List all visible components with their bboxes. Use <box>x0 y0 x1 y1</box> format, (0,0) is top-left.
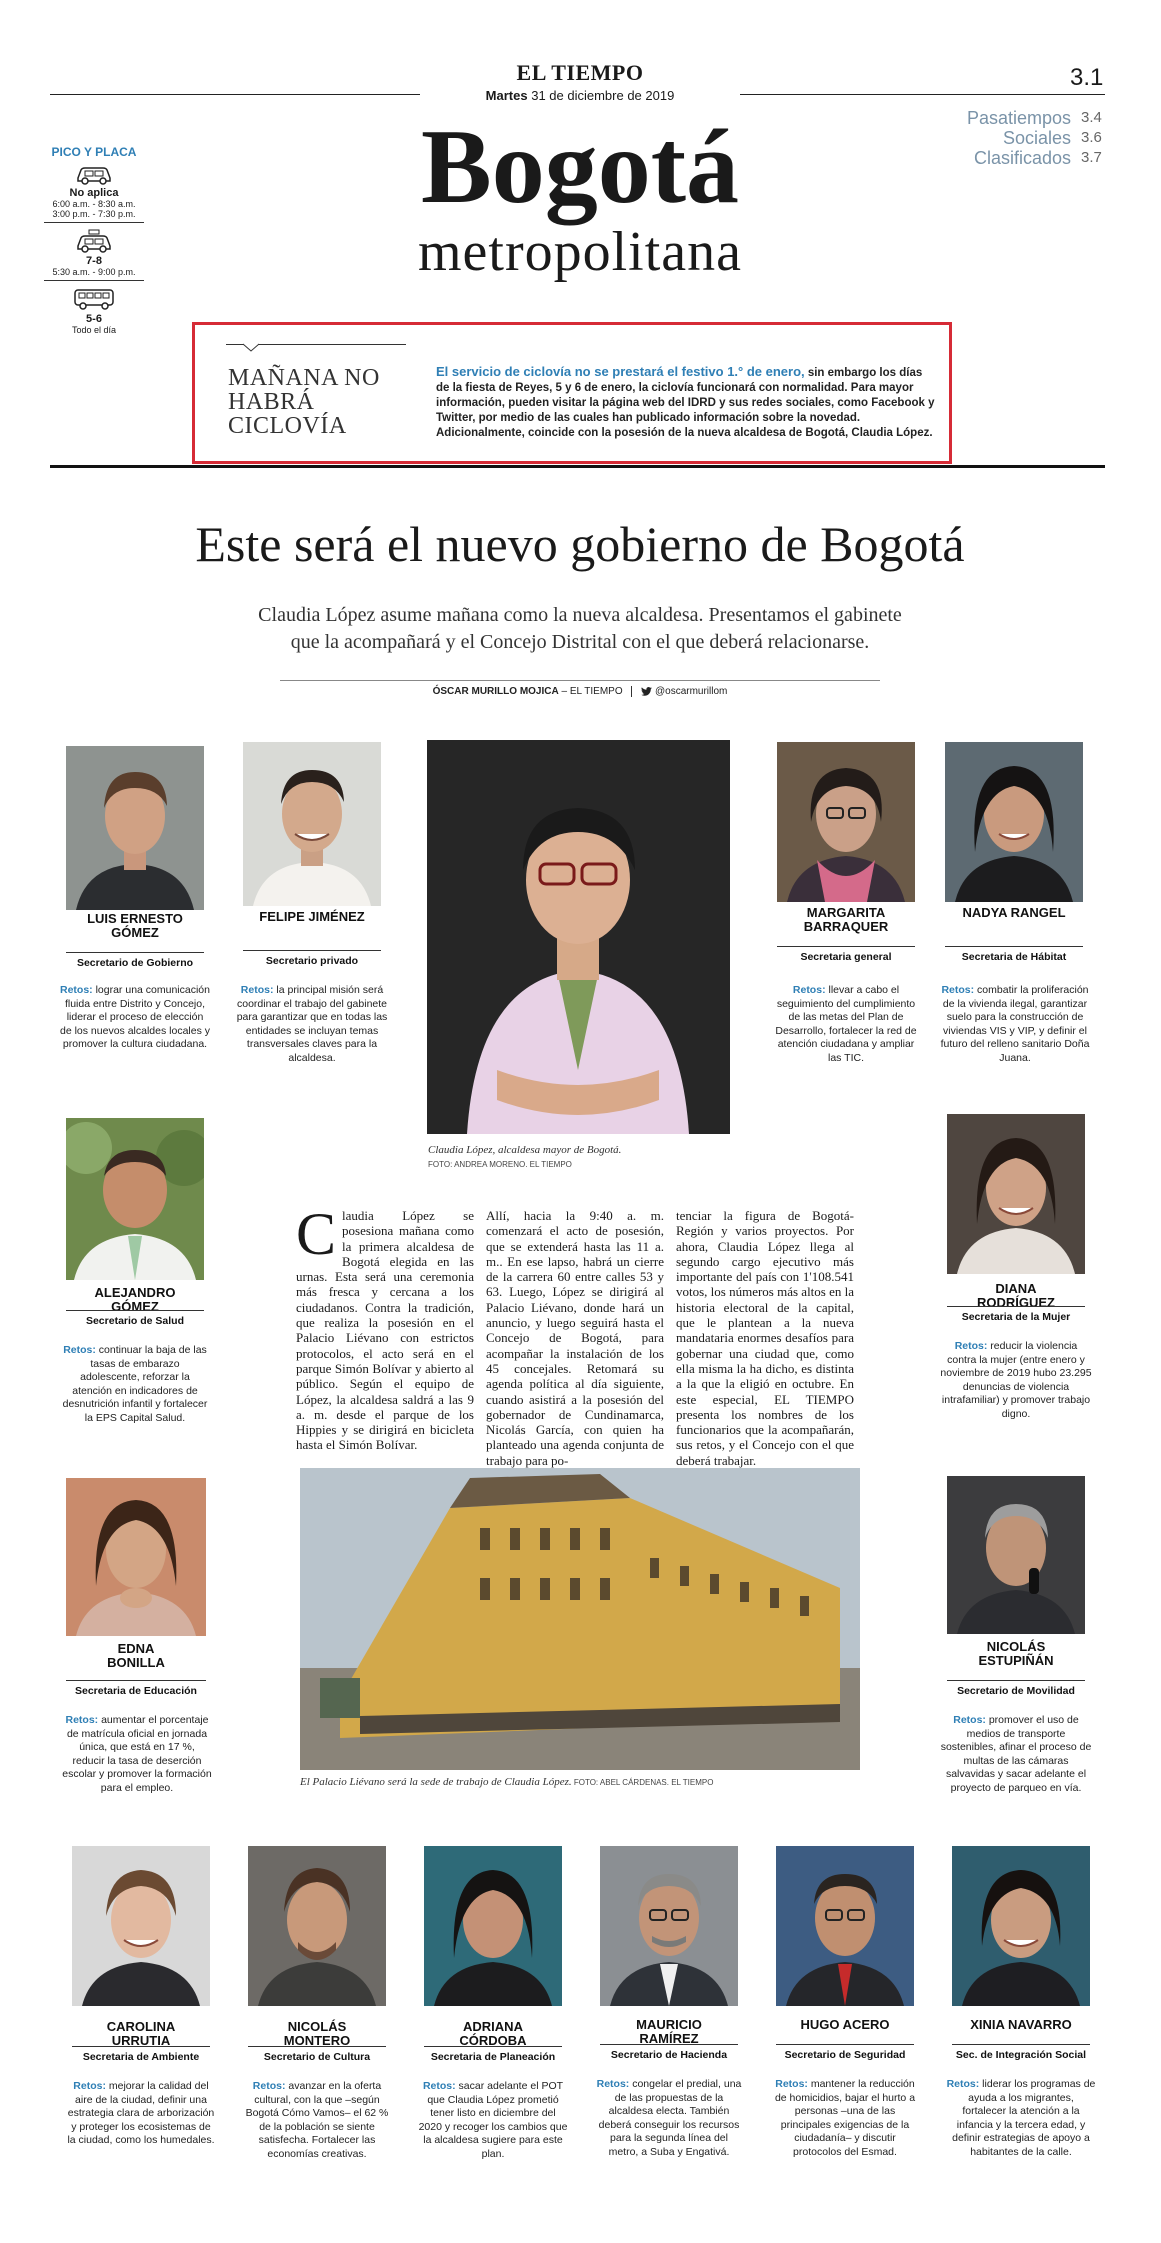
retos-edna-bonilla: Retos: aumentar el porcentaje de matrícula oficial en jornada única, que está en 17 %, reducir la tasa de deserción escolar y promover la formación para el empleo. <box>62 1714 212 1794</box>
name-mauricio-ramirez: MAURICIO RAMÍREZ <box>636 2017 702 2046</box>
role-diana-rodriguez: Secretaria de la Mujer <box>947 1306 1085 1323</box>
section-subtitle: metropolitana <box>417 221 742 283</box>
portrait-edna-bonilla <box>66 1478 206 1636</box>
article-column-2: Allí, hacia la 9:40 a. m. comenzará el acto de posesión, que se extenderá hasta las 11 a. m.. En ese lapso, habrá un cierre de la carrera 60 entre calles 53 y 63. Luego, López se dirigirá al Palacio Liévano, donde hará un anuncio, y luego seguirá hasta el Concejo de Bogotá, para acompañar la instalación de los 45 concejales. Retomará su agenda política al día siguiente, cuando asistirá a la posesión del gobernador de Cundinamarca, Nicolás García, con quien ha planteado una agenda conjunta de trabajo para po- <box>486 1208 664 1468</box>
retos-luis-ernesto-gomez: Retos: lograr una comunicación fluida entre Distrito y Concejo, liderar el proceso de elección de los nuevos alcaldes locales y promover la cultura ciudadana. <box>60 984 211 1050</box>
portrait-margarita-barraquer <box>777 742 915 902</box>
name-diana-rodriguez: DIANA RODRÍGUEZ <box>977 1281 1055 1310</box>
name-nicolas-estupinan: NICOLÁS ESTUPIÑÁN <box>978 1639 1054 1668</box>
name-alejandro-gomez: ALEJANDRO GÓMEZ <box>94 1285 176 1314</box>
notice-title: MAÑANA NO HABRÁ CICLOVÍA <box>228 365 380 439</box>
dateline: Martes 31 de diciembre de 2019 <box>420 88 740 103</box>
role-carolina-urrutia: Secretaria de Ambiente <box>72 2046 210 2063</box>
retos-margarita-barraquer: Retos: llevar a cabo el seguimiento del cumplimiento de las metas del Plan de Desarrollo, fortalecer la red de atención ciudadana y ampliar las TIC. <box>775 984 917 1064</box>
article-column-1: Claudia López se posesiona mañana como la primera alcaldesa de Bogotá elegida en las urnas. Esta será una ceremonia más fresca y cercana a los ciudadanos. Contra la tradición, que realiza la posesión en el Palacio Liévano con estrictos protocolos, el acto será en el parque Simón Bolívar y abierto al público. Según el equipo de López, la alcaldesa saldrá a las 9 a. m. desde el parque de los Hippies y se dirigirá en bicicleta hasta el Simón Bolívar. <box>296 1201 474 1453</box>
section-index <box>967 108 1103 168</box>
name-felipe-jimenez: FELIPE JIMÉNEZ <box>259 909 365 924</box>
index-item[interactable]: Clasificados 3.7 <box>973 148 1102 168</box>
pico-y-placa-cargo: 5-6 Todo el día <box>44 287 144 335</box>
portrait-nicolas-estupinan <box>947 1476 1085 1634</box>
name-nadya-rangel: NADYA RANGEL <box>962 905 1066 920</box>
portrait-hugo-acero <box>776 1846 914 2006</box>
truck-icon <box>72 287 116 311</box>
role-edna-bonilla: Secretaria de Educación <box>66 1680 206 1697</box>
name-adriana-cordoba: ADRIANA CÓRDOBA <box>459 2019 527 2048</box>
index-item[interactable]: Sociales 3.6 <box>1002 128 1102 148</box>
role-nicolas-estupinan: Secretario de Movilidad <box>947 1680 1085 1697</box>
role-mauricio-ramirez: Secretario de Hacienda <box>600 2044 738 2061</box>
role-nadya-rangel: Secretaria de Hábitat <box>945 946 1083 963</box>
drop-cap: C <box>296 1201 337 1267</box>
portrait-diana-rodriguez <box>947 1114 1085 1274</box>
retos-hugo-acero: Retos: mantener la reducción de homicidios, bajar el hurto a personas –una de las principales exigencias de la ciudadanía– y discutir protocolos del Esmad. <box>774 2078 916 2158</box>
retos-diana-rodriguez: Retos: reducir la violencia contra la mujer (entre enero y noviembre de 2019 hubo 23.295 denuncias de violencia intrafamiliar) y promover trabajo digno. <box>940 1340 1092 1420</box>
section-title: Bogotá <box>421 108 739 225</box>
main-photo-credit: FOTO: ANDREA MORENO. EL TIEMPO <box>428 1160 572 1169</box>
portrait-adriana-cordoba <box>424 1846 562 2006</box>
retos-felipe-jimenez: Retos: la principal misión será coordinar el trabajo del gabinete para garantizar que en todas las entidades se incluyan temas transversales claves para la alcaldesa. <box>236 984 388 1064</box>
pico-y-placa-taxi: 7-8 5:30 a.m. - 9:00 p.m. <box>44 229 144 281</box>
main-photo-caption: Claudia López, alcaldesa mayor de Bogotá. <box>428 1144 622 1156</box>
portrait-alejandro-gomez <box>66 1118 204 1280</box>
retos-xinia-navarro: Retos: liderar los programas de ayuda a los migrantes, fortalecer la atención a la infancia y la tercera edad, y definir estrategias de apoyo a habitantes de la calle. <box>946 2078 1096 2158</box>
article-deck: Claudia López asume mañana como la nueva alcaldesa. Presentamos el gabinete que la acompañará y el Concejo Distrital con el que deberá relacionarse. <box>258 604 902 653</box>
retos-alejandro-gomez: Retos: continuar la baja de las tasas de embarazo adolescente, reforzar la atención en indicadores de desnutrición infantil y fortalecer la EPS Capital Salud. <box>62 1344 208 1424</box>
role-alejandro-gomez: Secretario de Salud <box>66 1310 204 1327</box>
pico-y-placa-box <box>44 145 144 335</box>
notice-body: El servicio de ciclovía no se prestará el festivo 1.° de enero, sin embargo los días de la fiesta de Reyes, 5 y 6 de enero, la ciclovía funcionará con normalidad. Para mayor información, pueden visitar la página web del IDRD y sus redes sociales, como Facebook y Twitter, por medio de las cuales han publicado información sobre la novedad. Adicionalmente, coincide con la posesión de la nueva alcaldesa de Bogotá, Claudia López. <box>436 364 935 439</box>
twitter-icon <box>641 687 652 696</box>
portrait-luis-ernesto-gomez <box>66 746 204 910</box>
portrait-felipe-jimenez <box>243 742 381 906</box>
portrait-xinia-navarro <box>952 1846 1090 2006</box>
taxi-icon <box>74 229 114 253</box>
role-margarita-barraquer: Secretaria general <box>777 946 915 963</box>
role-hugo-acero: Secretario de Seguridad <box>776 2044 914 2061</box>
role-luis-ernesto-gomez: Secretario de Gobierno <box>66 952 204 969</box>
palace-photo-caption: El Palacio Liévano será la sede de trabajo de Claudia López. FOTO: ABEL CÁRDENAS. EL TIEMPO <box>300 1776 714 1788</box>
article-column-3: tenciar la figura de Bogotá-Región y varios proyectos. Por ahora, Claudia López llega al segundo cargo ejecutivo más importante del país con 1'108.541 votos, los números más altos en la historia electoral de la capital, que le plantean a la nueva mandataria enormes desafíos para gobernar una ciudad que, como ella misma la ha dicho, es distinta a la que la eligió en octubre. En este especial, EL TIEMPO presenta los nombres de los funcionarios que la acompañarán, sus retos, y el Concejo con el que deberá trabajar. <box>676 1208 855 1468</box>
retos-mauricio-ramirez: Retos: congelar el predial, una de las propuestas de la alcaldesa electa. También deberá conseguir los recursos para la segunda línea del metro, a Suba y Engativá. <box>596 2078 742 2158</box>
retos-nicolas-estupinan: Retos: promover el uso de medios de transporte sostenibles, afinar el proceso de multas de las cámaras salvavidas y sacar adelante el proyecto de parqueo en vía. <box>940 1714 1092 1794</box>
role-adriana-cordoba: Secretaria de Planeación <box>424 2046 562 2063</box>
name-margarita-barraquer: MARGARITA BARRAQUER <box>803 905 889 934</box>
photo-claudia-lopez <box>427 740 730 1134</box>
article-headline: Este será el nuevo gobierno de Bogotá <box>195 516 965 572</box>
portrait-nadya-rangel <box>945 742 1083 902</box>
pico-y-placa-private: No aplica 6:00 a.m. - 8:30 a.m. 3:00 p.m. - 7:30 p.m. <box>44 163 144 223</box>
retos-adriana-cordoba: Retos: sacar adelante el POT que Claudia López prometió tener listo en diciembre del 2020 y recoger los cambios que la alcaldesa sugiere para este plan. <box>418 2080 568 2160</box>
index-item[interactable]: Pasatiempos 3.4 <box>966 108 1102 128</box>
byline: ÓSCAR MURILLO MOJICA – EL TIEMPO @oscarmurillom <box>432 686 728 698</box>
page-number: 3.1 <box>1070 64 1104 91</box>
name-edna-bonilla: EDNA BONILLA <box>107 1641 165 1670</box>
role-nicolas-montero: Secretario de Cultura <box>248 2046 386 2063</box>
name-carolina-urrutia: CAROLINA URRUTIA <box>106 2019 176 2048</box>
name-xinia-navarro: XINIA NAVARRO <box>970 2017 1072 2032</box>
portrait-carolina-urrutia <box>72 1846 210 2006</box>
role-xinia-navarro: Sec. de Integración Social <box>952 2044 1090 2061</box>
pico-y-placa-title: PICO Y PLACA <box>51 145 137 159</box>
portrait-mauricio-ramirez <box>600 1846 738 2006</box>
retos-nadya-rangel: Retos: combatir la proliferación de la vivienda ilegal, garantizar suelo para la construcción de viviendas VIS y VIP, y definir el futuro del relleno sanitario Doña Juana. <box>940 984 1090 1064</box>
role-felipe-jimenez: Secretario privado <box>243 950 381 967</box>
header-separator <box>50 465 1105 468</box>
newspaper-name: EL TIEMPO <box>516 60 644 85</box>
name-luis-ernesto-gomez: LUIS ERNESTO GÓMEZ <box>87 911 183 940</box>
twitter-handle[interactable]: @oscarmurillom <box>654 686 728 698</box>
car-icon <box>74 163 114 185</box>
retos-carolina-urrutia: Retos: mejorar la calidad del aire de la ciudad, definir una estrategia clara de arborización y proteger los ecosistemas de la ciudad, como los humedales. <box>67 2080 215 2146</box>
name-hugo-acero: HUGO ACERO <box>800 2017 890 2032</box>
notice-pointer <box>242 343 260 353</box>
retos-nicolas-montero: Retos: avanzar en la oferta cultural, con la que –según Bogotá Cómo Vamos– el 62 % de la población se siente satisfecha. Fortalecer las economías creativas. <box>245 2080 389 2160</box>
name-nicolas-montero: NICOLÁS MONTERO <box>283 2019 351 2048</box>
photo-palacio-lievano <box>300 1468 860 1770</box>
byline-rule <box>280 680 880 681</box>
portrait-nicolas-montero <box>248 1846 386 2006</box>
